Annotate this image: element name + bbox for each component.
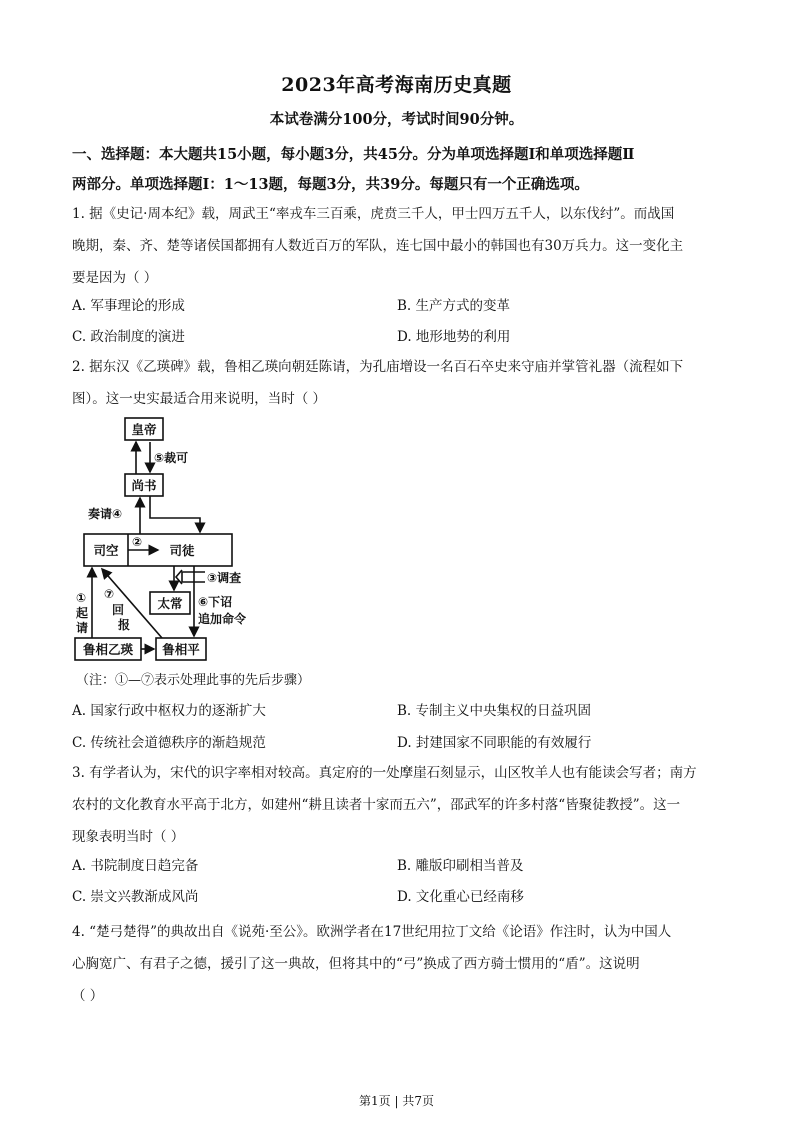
- question-line: 1. 据《史记·周本纪》载，周武王“率戎车三百乘，虎贲三千人，甲士四万五千人，以东伐纣”。而战国: [72, 206, 675, 222]
- question-line: 心胸宽广、有君子之德，援引了这一典故，但将其中的“弓”换成了西方骑士惯用的“盾”。这说明: [72, 956, 640, 972]
- step-7-label-b: 报: [118, 618, 131, 632]
- question-4-stem: [72, 916, 722, 1012]
- label-situ: 司徒: [169, 543, 195, 558]
- step-4-label: 奏请④: [88, 507, 123, 521]
- step-5-label: ⑤裁可: [154, 451, 189, 465]
- question-3-stem: [72, 757, 722, 853]
- step-7-num: ⑦: [104, 587, 115, 601]
- question-line: 4. “楚弓楚得”的典故出自《说苑·至公》。欧洲学者在17世纪用拉丁文给《论语》作注时，认为中国人: [72, 924, 672, 940]
- label-yiying: 鲁相乙瑛: [82, 642, 134, 657]
- page-footer: 第1页 | 共7页: [359, 1094, 434, 1108]
- question-1-option-d[interactable]: D. 地形地势的利用: [397, 329, 511, 345]
- question-1-option-b[interactable]: B. 生产方式的变革: [397, 298, 511, 314]
- question-1-stem: [72, 198, 722, 294]
- question-3-option-b[interactable]: B. 雕版印刷相当普及: [397, 858, 524, 874]
- question-2-option-d[interactable]: D. 封建国家不同职能的有效履行: [397, 735, 592, 751]
- exam-info: 本试卷满分100分，考试时间90分钟。: [269, 111, 524, 128]
- label-taichang: 太常: [157, 596, 183, 611]
- diagram-note: （注：①—⑦表示处理此事的先后步骤）: [76, 673, 311, 688]
- step-7-label-a: 回: [112, 603, 125, 617]
- question-2-option-a[interactable]: A. 国家行政中枢权力的逐渐扩大: [72, 703, 266, 719]
- question-1-option-a[interactable]: A. 军事理论的形成: [72, 298, 185, 314]
- question-line: 图）。这一史实最适合用来说明，当时（ ）: [72, 391, 327, 407]
- question-line: 农村的文化教育水平高于北方，如建州“耕且读者十家而五六”，邵武军的许多村落“皆聚徒教授”。这一: [72, 797, 681, 813]
- label-shangshu: 尚书: [131, 478, 157, 493]
- question-2-option-b[interactable]: B. 专制主义中央集权的日益巩固: [397, 703, 592, 719]
- section-heading-line: 两部分。单项选择题Ⅰ：1～13题，每题3分，共39分。每题只有一个正确选项。: [72, 176, 589, 193]
- question-line: 要是因为（ ）: [72, 270, 158, 286]
- question-2-stem: [72, 351, 722, 415]
- question-line: 2. 据东汉《乙瑛碑》载，鲁相乙瑛向朝廷陈请，为孔庙增设一名百石卒史来守庙并掌管礼器（流程如下: [72, 359, 684, 375]
- section-heading-line: 一、选择题：本大题共15小题，每小题3分，共45分。分为单项选择题Ⅰ和单项选择题Ⅱ: [72, 146, 635, 163]
- label-sikong: 司空: [93, 543, 119, 558]
- label-emperor: 皇帝: [131, 422, 157, 437]
- question-3-option-d[interactable]: D. 文化重心已经南移: [397, 889, 524, 905]
- question-line: 现象表明当时（ ）: [72, 829, 185, 845]
- question-line: 晚期，秦、齐、楚等诸侯国都拥有人数近百万的军队，连七国中最小的韩国也有30万兵力。这一变化主: [72, 238, 684, 254]
- question-3-option-c[interactable]: C. 崇文兴教渐成风尚: [72, 889, 199, 905]
- step-6-label-a: ⑥下诏: [198, 595, 233, 609]
- question-line: 3. 有学者认为，宋代的识字率相对较高。真定府的一处摩崖石刻显示，山区牧羊人也有能读会写者；南方: [72, 765, 697, 781]
- step-1-label-a: 起: [76, 606, 89, 620]
- step-1-label-b: 请: [76, 621, 89, 635]
- label-luxiangping: 鲁相平: [162, 642, 200, 657]
- step-3-label: ③调查: [207, 571, 242, 585]
- page-title: 2023年高考海南历史真题: [281, 74, 512, 96]
- question-line: （ ）: [72, 988, 104, 1004]
- question-2-option-c[interactable]: C. 传统社会道德秩序的渐趋规范: [72, 735, 266, 751]
- step-2-label: ②: [132, 535, 143, 549]
- section-heading: [72, 140, 722, 200]
- question-3-option-a[interactable]: A. 书院制度日趋完备: [72, 858, 199, 874]
- step-6-label-b: 追加命令: [198, 612, 247, 626]
- question-1-option-c[interactable]: C. 政治制度的演进: [72, 329, 185, 345]
- process-flow-diagram: [70, 412, 270, 664]
- step-1-num: ①: [76, 591, 87, 605]
